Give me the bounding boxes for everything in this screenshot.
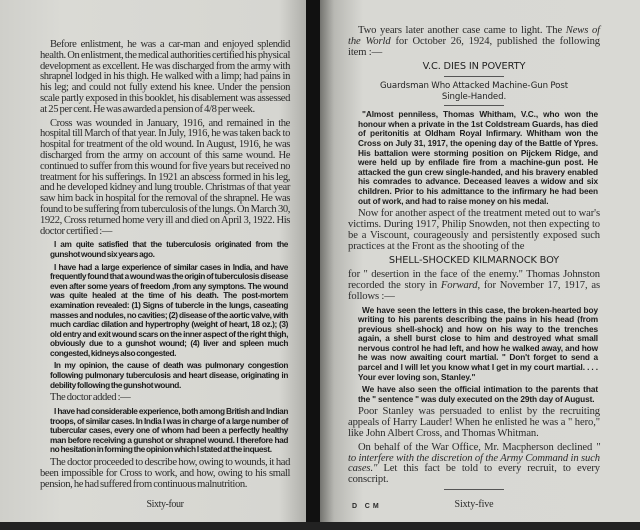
right-page xyxy=(318,0,640,522)
text: On behalf of the War Office, Mr. Macpherson declined xyxy=(358,441,596,453)
right-page-text xyxy=(348,26,600,514)
quote: I have had a large experience of similar cases in India, and have frequently found that a wound was the origin of tuberculosis disease even after some years of freedom ,from any symptons. The wound was quite healed at the time of his death. The post-mortem examination revealed: (1) Signs of tubercle in the lungs, caseating masses and nodules, no cavities; (2) disease of the aortic valve, with much cardiac dilation and hypertrophy (weight of heart, 18 oz.); (3) old entry and exit wound scars on the inner aspect of the right thigh, obviously due to a gunshot wound; (4) liver and spleen much congested, kidneys also congested. xyxy=(50,261,288,358)
paragraph: Before enlistment, he was a car-man and enjoyed splendid health. On enlistment, the medical authorities certified his physical development as excellent. He was discharged from the army with shrapnel lodged in his thigh. He walked with a limp; had pains in his leg; and could not fully extend his knee. Under the pension scale partly exposed in this booklet, his disablement was assessed at 25 per cent. He was awarded a pension of 4/8 per week. xyxy=(40,39,290,115)
subheading xyxy=(348,81,600,102)
left-page xyxy=(0,0,310,522)
quote: I have had considerable experience, both among British and Indian troops, of similar cases. In India I was in charge of a large number of tubercular cases, every one of whom had been a perfectly healthy man before receiving a gunshot or shrapnel wound. I therefore had no hesitation in forming the opinion which I stated at the inquest. xyxy=(50,406,288,455)
publication-title: Forward xyxy=(440,279,478,291)
paragraph: Cross was wounded in January, 1916, and remained in the hospital till March of that year. In July, 1916, he was taken back to hospital for treatment of the old wound. In August, 1916, he was discharged from the army on account of this same wound. He continued to suffer from this wound for five years but received no treatment for his sufferings. In 1921 an abscess formed in his leg, and he developed kidney and lung trouble. Christmas of that year saw him back in hospital for the removal of the shrapnel. He was found to be suffering from tuberculosis of the lungs. On March 30, 1922, Cross returned home very ill and died on April 3, 1922. His doctor certified :— xyxy=(40,117,290,237)
text: for October 26, 1924, published the following item :— xyxy=(348,35,600,58)
text: Two years later another case came to light. The xyxy=(358,25,566,36)
quote: We have seen the letters in this case, the broken-hearted boy writing to his parents describing the pains in his head (from previous shell-shock) and how on his way to the trenches again, a shell burst close to him and destroyed what small nervous control he had left, and how he walked away, and how he was now awaiting court martial. " Don't forget to send a parcel and I will let you know what I get in my court martial. . . . Your ever loving son, Stanley." xyxy=(358,304,598,382)
page-footer xyxy=(348,500,600,514)
paragraph: Now for another aspect of the treatment meted out to war's victims. During 1917, Philip Snowden, not then expecting to be a Viscount, courageously and persistently exposed such practices at the Front as the shooting of the xyxy=(348,208,600,252)
paragraph xyxy=(348,26,600,58)
text: Let this fact be told to every recruit, to every conscript. xyxy=(348,463,600,486)
publication-title: News of the World xyxy=(348,25,600,47)
page-number: Sixty-five xyxy=(454,499,494,511)
text: , for November 17, 1917, as follows :— xyxy=(348,279,600,302)
left-page-text xyxy=(40,40,290,511)
heading: V.C. DIES IN POVERTY xyxy=(422,61,526,73)
page-number: Sixty-four xyxy=(146,499,184,511)
quote: "Almost penniless, Thomas Whitham, V.C., who won the honour when a private in the 1st Coldstream Guards, has died of peritonitis at Oldham Royal Infirmary. Whitham won the Cross on July 31, 1917, the opening day of the Battle of Ypres. His battalion were storming position on Pijckem Ridge, and were held up by enfilade fire from a machine-gun post. He attacked the gun crew single-handed, and his bravery enabled his comrades to advance. Deceased leaves a widow and six children. Prior to his admittance to the infirmary he had been out of work, and had to raise money on his medal. xyxy=(358,109,598,206)
divider xyxy=(444,105,504,106)
quote: I am quite satisfied that the tuberculosis originated from the gunshot wound six years ago. xyxy=(50,239,288,259)
book-gutter xyxy=(306,0,320,530)
heading: SHELL-SHOCKED KILMARNOCK BOY xyxy=(388,255,560,267)
quotation: " to interfere with the discretion of the Army Command in such cases." xyxy=(348,441,600,475)
paragraph: Poor Stanley was persuaded to enlist by the recruiting appeals of Harry Lauder! When he enlisted he was a " hero," like John Albert Cross, and Thomas Whitman. xyxy=(348,406,600,440)
quote: We have also seen the official intimation to the parents that the " sentence " was duly executed on the 29th day of August. xyxy=(358,384,598,404)
paragraph: The doctor added :— xyxy=(50,392,131,404)
divider xyxy=(444,76,504,77)
text: Guardsman Who Attacked Machine-Gun Post xyxy=(380,81,568,92)
text: for " desertion in the face of the enemy." Thomas Johnston recorded the story in xyxy=(348,269,600,291)
paragraph xyxy=(348,270,600,302)
quote: In my opinion, the cause of death was pulmonary congestion following pulmonary tuberculosis and heart disease, originating in debility following the gunshot wound. xyxy=(50,360,288,390)
book-edge xyxy=(0,522,640,530)
divider xyxy=(444,489,504,490)
signature-mark: D CM xyxy=(352,503,382,511)
paragraph: The doctor proceeded to describe how, owing to wounds, it had been impossible for Cross to work, and how, owing to his small pension, he had suffered from continuous malnutrition. xyxy=(40,457,290,490)
text: Single-Handed. xyxy=(441,91,507,102)
paragraph xyxy=(348,443,600,486)
